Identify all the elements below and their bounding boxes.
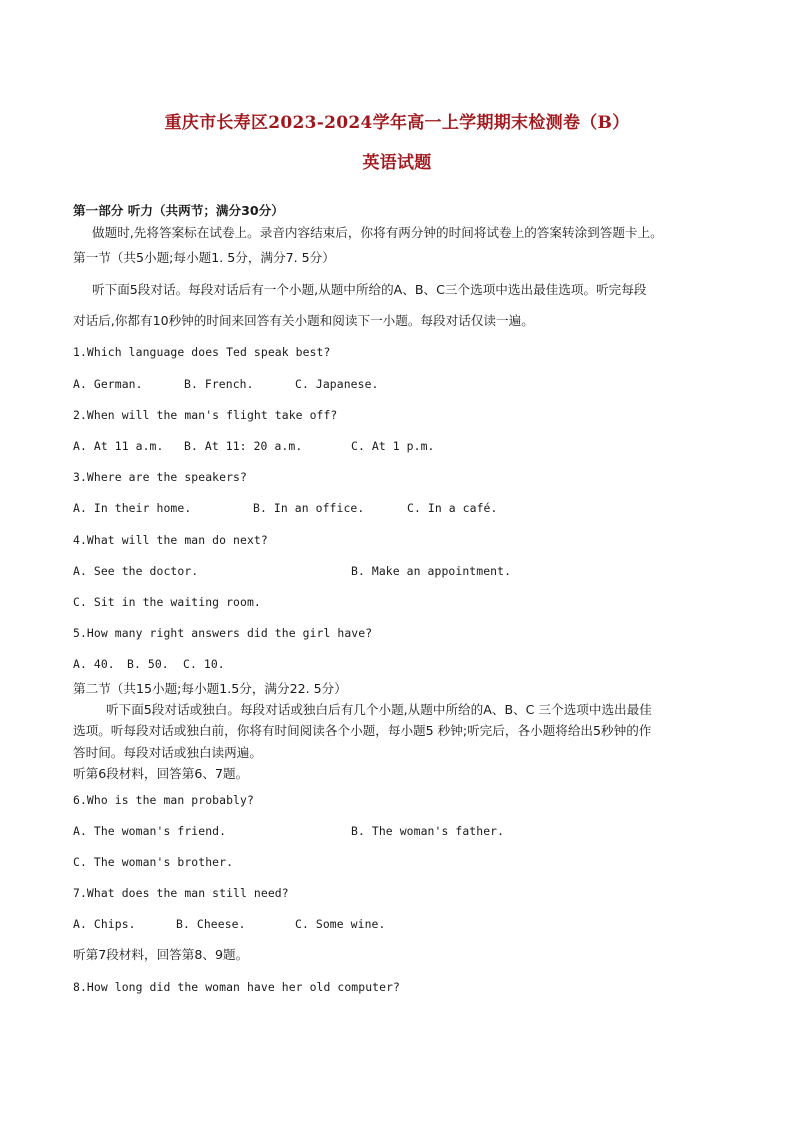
section2-instruction: 选项。听每段对话或独白前，你将有时间阅读各个小题，每小题5 秒钟;听完后，各小题将给出5秒钟的作 <box>73 723 652 738</box>
part1-heading: 第一部分 听力（共两节；满分30分） <box>73 203 284 218</box>
option-a: A. German. <box>73 377 143 391</box>
option-a: A. See the doctor. <box>73 564 199 578</box>
material-prompt: 听第6段材料，回答第6、7题。 <box>73 766 249 781</box>
option-a: A. The woman's friend. <box>73 824 227 838</box>
option-a: A. Chips. <box>73 917 136 931</box>
question-text: 7.What does the man still need? <box>73 886 289 900</box>
section1-instruction: 对话后,你都有10秒钟的时间来回答有关小题和阅读下一小题。每段对话仅读一遍。 <box>73 313 534 328</box>
option-b: B. At 11: 20 a.m. <box>184 439 303 453</box>
exam-title: 重庆市长寿区2023-2024学年高一上学期期末检测卷（B） <box>164 113 630 133</box>
part1-instruction: 做题时,先将答案标在试卷上。录音内容结束后，你将有两分钟的时间将试卷上的答案转涂到答题卡上。 <box>92 225 663 240</box>
question-text: 5.How many right answers did the girl have? <box>73 626 373 640</box>
section2-instruction: 听下面5段对话或独白。每段对话或独白后有几个小题,从题中所给的A、B、C 三个选项中选出最佳 <box>106 702 652 717</box>
question-text: 3.Where are the speakers? <box>73 470 247 484</box>
option-b: B. The woman's father. <box>351 824 505 838</box>
option-a: A. In their home. <box>73 501 192 515</box>
option-a: A. At 11 a.m. <box>73 439 164 453</box>
option-b: B. In an office. <box>253 501 365 515</box>
section2-instruction: 答时间。每段对话或独白读两遍。 <box>73 745 262 760</box>
question-text: 1.Which language does Ted speak best? <box>73 345 331 359</box>
question-text: 6.Who is the man probably? <box>73 793 254 807</box>
option-c: C. Some wine. <box>295 917 386 931</box>
option-c: C. At 1 p.m. <box>351 439 435 453</box>
section1-instruction: 听下面5段对话。每段对话后有一个小题,从题中所给的A、B、C三个选项中选出最佳选项。听完每段 <box>92 282 647 297</box>
question-text: 4.What will the man do next? <box>73 533 268 547</box>
option-c: C. Sit in the waiting room. <box>73 595 261 609</box>
option-c: C. The woman's brother. <box>73 855 234 869</box>
option-c: C. In a café. <box>407 501 498 515</box>
option-b: B. Make an appointment. <box>351 564 512 578</box>
option-b: B. 50. <box>127 657 169 671</box>
option-b: B. Cheese. <box>176 917 246 931</box>
option-c: C. 10. <box>183 657 225 671</box>
option-b: B. French. <box>184 377 254 391</box>
question-text: 2.When will the man's flight take off? <box>73 408 338 422</box>
section2-heading: 第二节（共15小题;每小题1.5分，满分22. 5分） <box>73 681 347 696</box>
option-c: C. Japanese. <box>295 377 379 391</box>
option-a: A. 40. <box>73 657 115 671</box>
section1-heading: 第一节（共5小题;每小题1. 5分，满分7. 5分） <box>73 250 335 265</box>
question-text: 8.How long did the woman have her old computer? <box>73 980 401 994</box>
material-prompt: 听第7段材料，回答第8、9题。 <box>73 947 249 962</box>
exam-subtitle: 英语试题 <box>362 153 432 173</box>
